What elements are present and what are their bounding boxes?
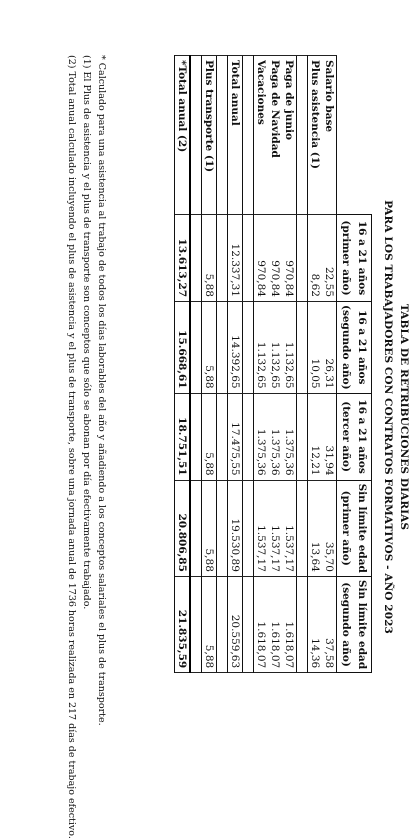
table-cell: 19.530,89 (228, 480, 243, 576)
table-cell: 13.613,27 (175, 215, 191, 302)
salary-table (174, 55, 372, 673)
row-label: *Total anual (2) (175, 56, 191, 215)
spacer-row (297, 56, 308, 673)
table-cell: 1.132,65 (268, 302, 282, 394)
table-cell: 20.559,63 (228, 576, 243, 672)
row-label: Plus asistencia (1) (308, 56, 323, 215)
table-row-paga-junio (282, 56, 297, 673)
spacer-row (243, 56, 254, 673)
row-label: Paga de junio (282, 56, 297, 215)
table-cell: 5,88 (202, 215, 217, 302)
table-cell: 10,05 (308, 302, 323, 394)
row-label: Salario base (322, 56, 337, 215)
table-cell: 1.618,07 (254, 576, 269, 672)
row-label: Plus transporte (1) (202, 56, 217, 215)
table-cell: 1.132,65 (282, 302, 297, 394)
table-cell: 970,84 (268, 215, 282, 302)
table-cell: 14.392,65 (228, 302, 243, 394)
table-cell: 5,88 (202, 480, 217, 576)
table-cell: 13,64 (308, 480, 323, 576)
table-row-total-anual (228, 56, 243, 673)
table-cell: 5,88 (202, 302, 217, 394)
table-cell: 20.806,85 (175, 480, 191, 576)
table-cell: 1.618,07 (282, 576, 297, 672)
table-cell: 1.537,17 (282, 480, 297, 576)
corner-cell (337, 56, 372, 215)
table-cell: 12,21 (308, 393, 323, 480)
table-cell: 31,94 (322, 393, 337, 480)
row-label: Vacaciones (254, 56, 269, 215)
table-cell: 970,84 (254, 215, 269, 302)
table-cell: 1.537,17 (268, 480, 282, 576)
table-cell: 35,70 (322, 480, 337, 576)
table-row-total-anual-2 (175, 56, 191, 673)
table-cell: 15.668,61 (175, 302, 191, 394)
table-cell: 37,58 (322, 576, 337, 672)
table-row-paga-navidad (268, 56, 282, 673)
table-cell: 1.132,65 (254, 302, 269, 394)
table-cell: 26,31 (322, 302, 337, 394)
table-cell: 970,84 (282, 215, 297, 302)
footnote: * Calculado para una asistencia al trabajo de todos los días laborables del año y añadiendo a los conceptos salariales el plus de transporte. (96, 55, 107, 726)
footnote: (1) El Plus de asistencia y el plus de transporte son conceptos que sólo se abonan por día efectivamente trabajado. (81, 55, 92, 610)
table-cell: 12.337,31 (228, 215, 243, 302)
row-label: Total anual (228, 56, 243, 215)
table-cell: 1.618,07 (268, 576, 282, 672)
column-header: 16 a 21 años (segundo año) (337, 302, 372, 394)
document-subtitle: PARA LOS TRABAJADORES CON CONTRATOS FORMATIVOS - AÑO 2023 (382, 200, 394, 634)
table-cell: 5,88 (202, 576, 217, 672)
table-cell: 8,62 (308, 215, 323, 302)
table-cell: 1.375,36 (282, 393, 297, 480)
table-cell: 1.375,36 (268, 393, 282, 480)
column-header: Sin límite edad (segundo año) (337, 576, 372, 672)
table-row-salario-base (322, 56, 337, 673)
table-cell: 1.537,17 (254, 480, 269, 576)
table-cell: 14,36 (308, 576, 323, 672)
footnotes (64, 55, 109, 839)
table-row-plus-transporte (202, 56, 217, 673)
footnote: (2) Total anual calculado incluyendo el plus de asistencia y el plus de transporte, sobre una jornada anual de 1736 horas realizada en 217 días de trabajo efectivo. (66, 55, 77, 839)
table-cell: 17.475,55 (228, 393, 243, 480)
table-cell: 5,88 (202, 393, 217, 480)
table-row-vacaciones (254, 56, 269, 673)
spacer-row (217, 56, 228, 673)
table-cell: 21.835,59 (175, 576, 191, 672)
table-cell: 22,55 (322, 215, 337, 302)
column-header: Sin límite edad (primer año) (337, 480, 372, 576)
table-row-plus-asistencia (308, 56, 323, 673)
row-label: Paga de Navidad (268, 56, 282, 215)
spacer-row (190, 56, 202, 673)
column-header: 16 a 21 años (tercer año) (337, 393, 372, 480)
document-title: TABLA DE RETRIBUCIONES DIARIAS (398, 303, 410, 531)
table-cell: 1.375,36 (254, 393, 269, 480)
table-cell: 18.751,51 (175, 393, 191, 480)
column-header: 16 a 21 años (primer año) (337, 215, 372, 302)
